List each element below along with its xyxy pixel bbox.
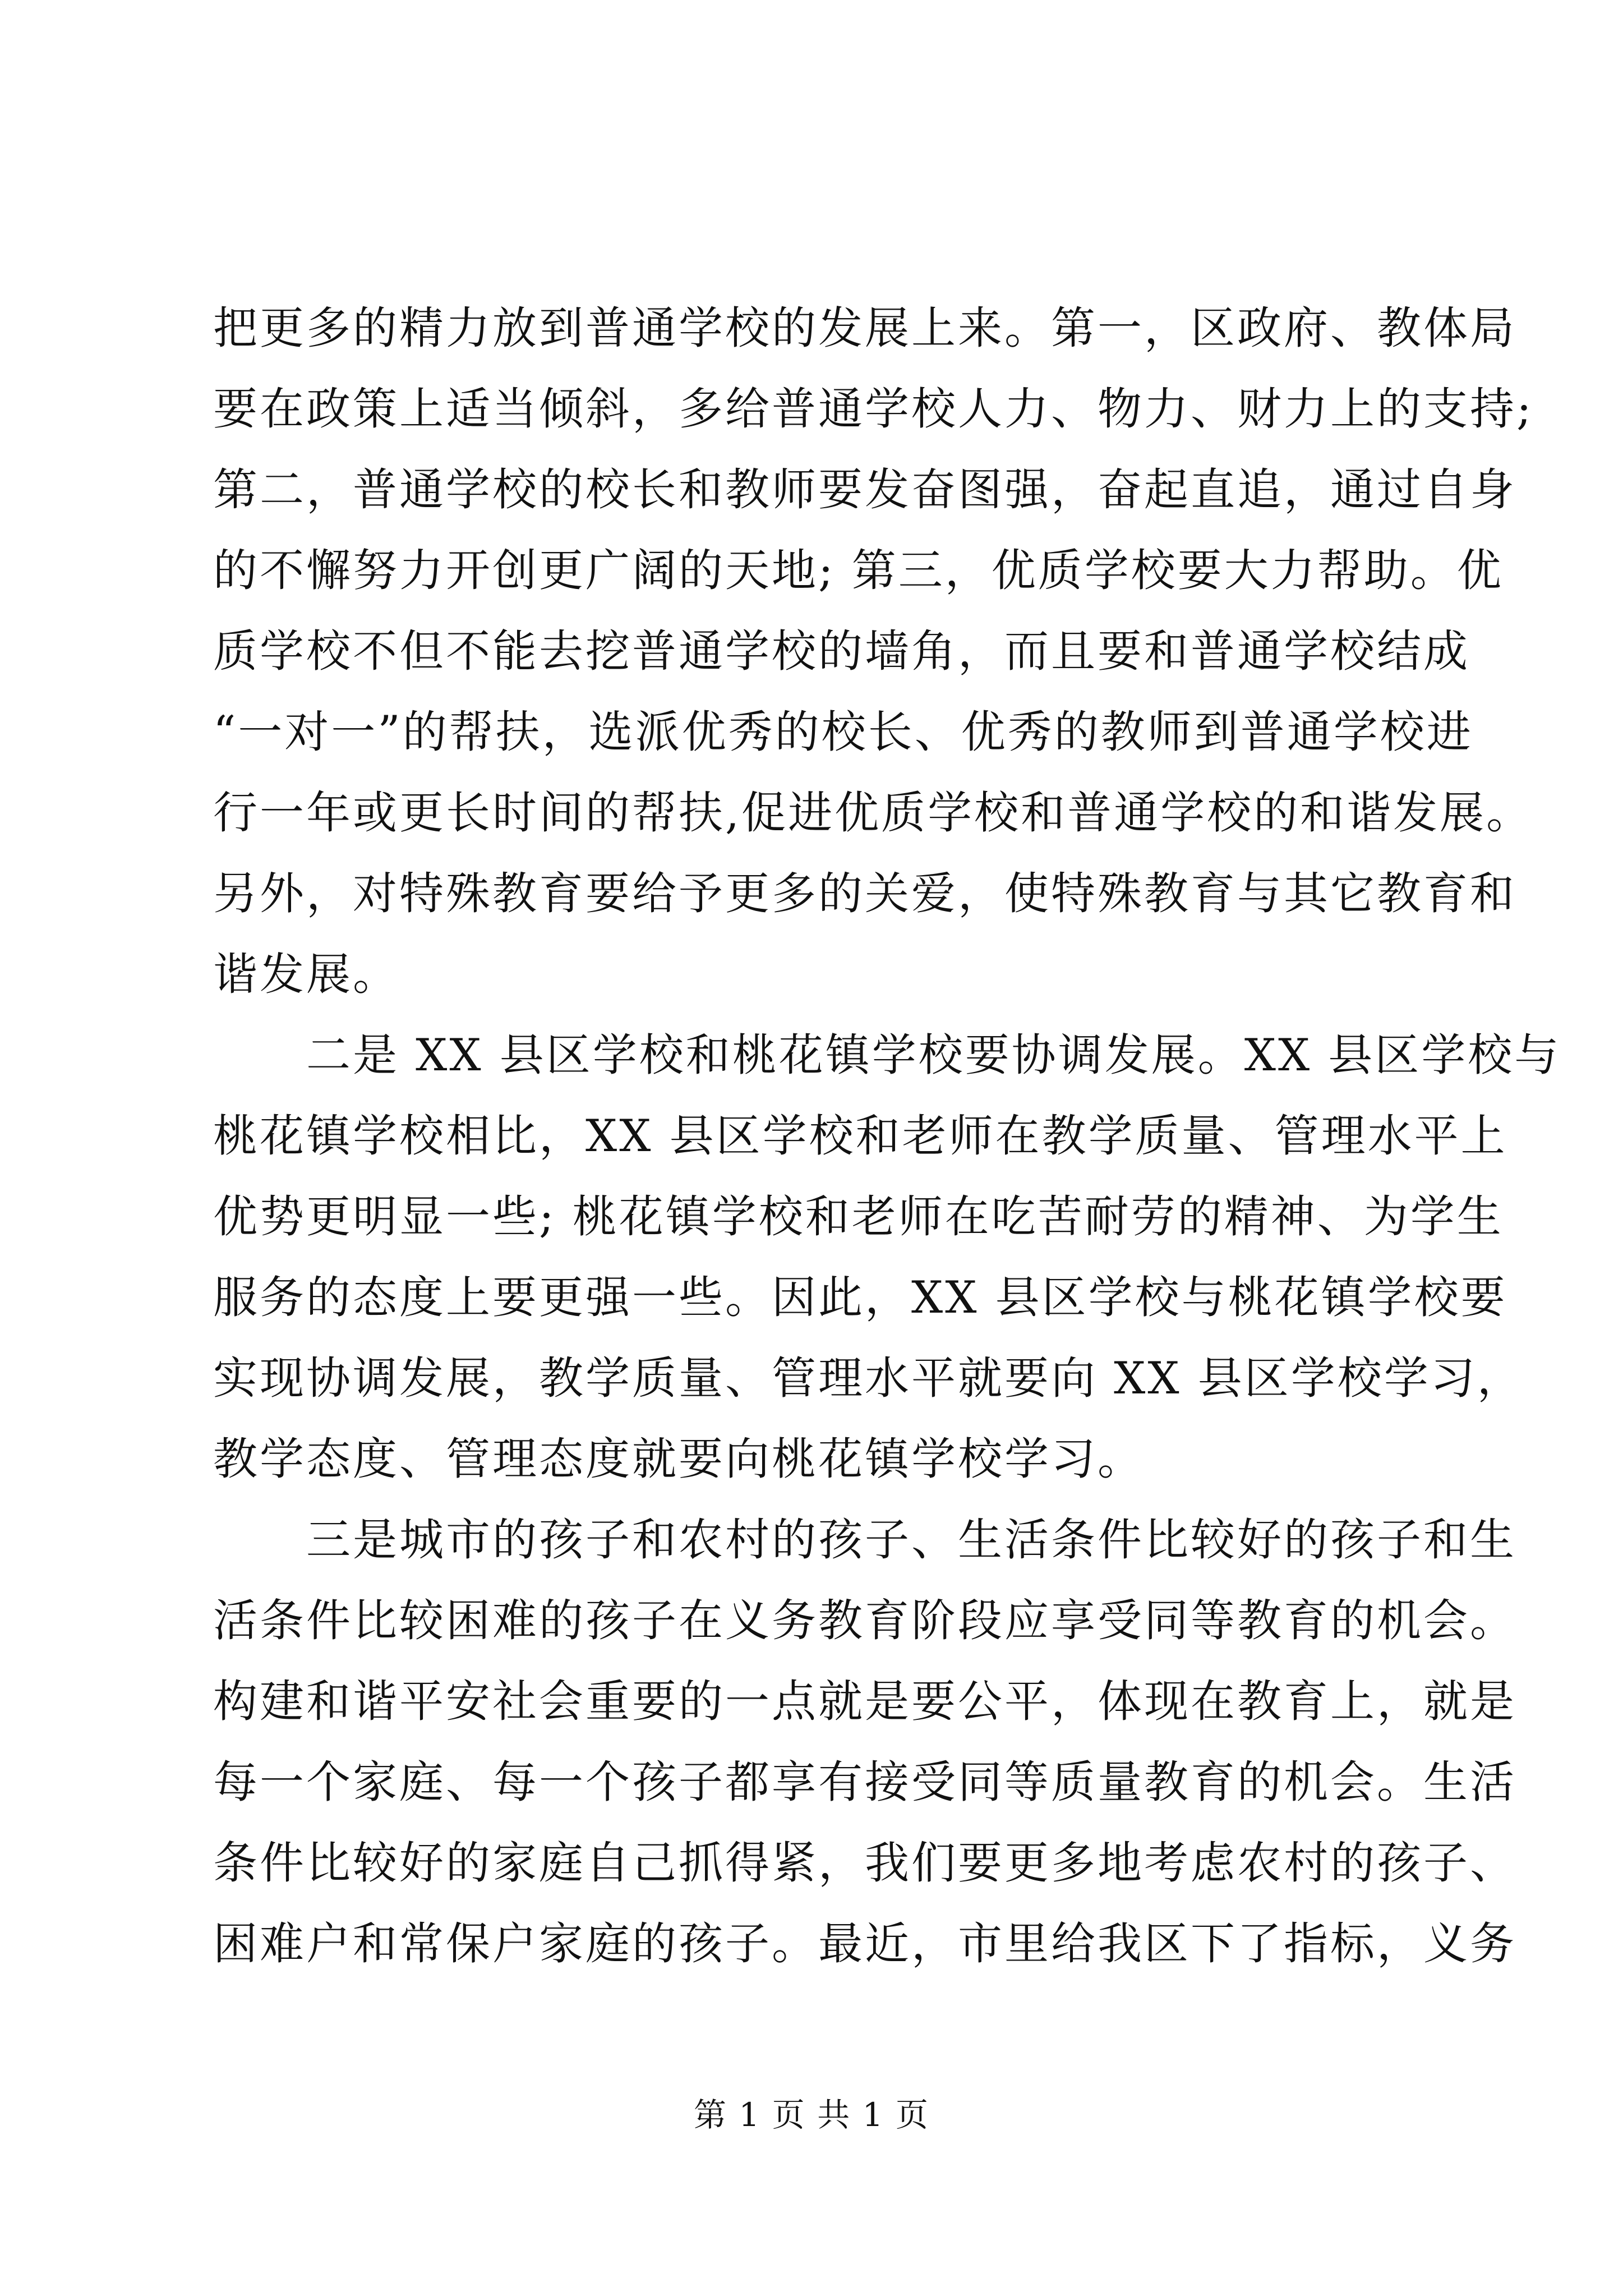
text-line: 行一年或更长时间的帮扶,促进优质学校和普通学校的和谐发展。 <box>213 787 1533 839</box>
text-line: 困难户和常保户家庭的孩子。最近，市里给我区下了指标，义务 <box>213 1918 1516 1970</box>
text-line: 构建和谐平安社会重要的一点就是要公平，体现在教育上，就是 <box>213 1676 1516 1727</box>
text-line: 服务的态度上要更强一些。因此，XX 县区学校与桃花镇学校要 <box>213 1272 1507 1323</box>
text-line: 要在政策上适当倾斜，多给普通学校人力、物力、财力上的支持; <box>213 383 1534 435</box>
text-line: 把更多的精力放到普通学校的发展上来。第一，区政府、教体局 <box>213 302 1516 354</box>
text-line: 实现协调发展，教学质量、管理水平就要向 XX 县区学校学习， <box>213 1352 1524 1404</box>
text-line: 桃花镇学校相比，XX 县区学校和老师在教学质量、管理水平上 <box>213 1110 1507 1162</box>
text-line: 第二，普通学校的校长和教师要发奋图强，奋起直追，通过自身 <box>213 464 1516 516</box>
text-line: 质学校不但不能去挖普通学校的墙角，而且要和普通学校结成 <box>213 625 1470 677</box>
text-line: 的不懈努力开创更广阔的天地; 第三，优质学校要大力帮助。优 <box>213 545 1504 596</box>
page-footer: 第 1 页 共 1 页 <box>694 2096 929 2134</box>
text-line: 三是城市的孩子和农村的孩子、生活条件比较好的孩子和生 <box>213 1514 1516 1566</box>
text-line: 教学态度、管理态度就要向桃花镇学校学习。 <box>213 1433 1144 1485</box>
text-line: 条件比较好的家庭自己抓得紧，我们要更多地考虑农村的孩子、 <box>213 1837 1516 1889</box>
text-line: 另外，对特殊教育要给予更多的关爱，使特殊教育与其它教育和 <box>213 868 1516 919</box>
text-line: “一对一”的帮扶，选派优秀的校长、优秀的教师到普通学校进 <box>213 706 1473 758</box>
text-line: 谐发展。 <box>213 949 399 1000</box>
text-line: 每一个家庭、每一个孩子都享有接受同等质量教育的机会。生活 <box>213 1756 1516 1808</box>
text-line: 活条件比较困难的孩子在义务教育阶段应享受同等教育的机会。 <box>213 1595 1516 1646</box>
text-line: 二是 XX 县区学校和桃花镇学校要协调发展。XX 县区学校与 <box>213 1029 1561 1081</box>
text-line: 优势更明显一些; 桃花镇学校和老师在吃苦耐劳的精神、为学生 <box>213 1191 1504 1243</box>
